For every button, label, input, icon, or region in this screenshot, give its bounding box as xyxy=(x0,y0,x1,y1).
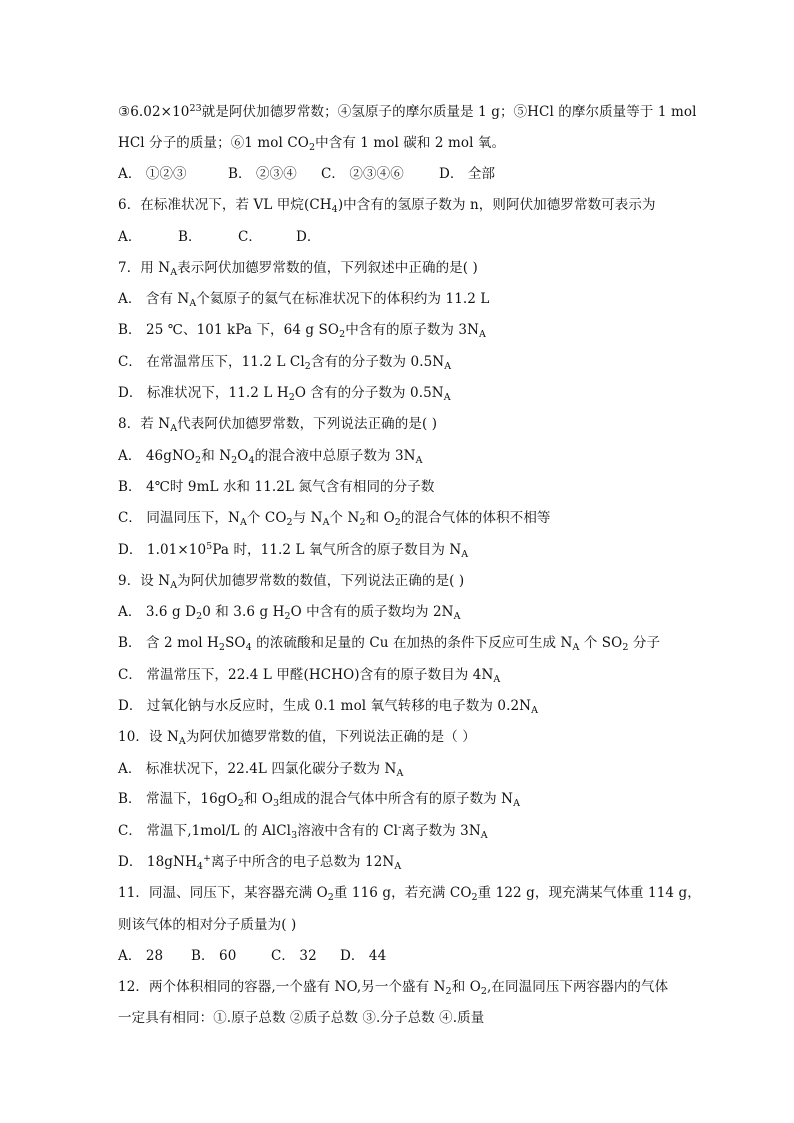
subscript: 2 xyxy=(218,642,226,653)
text-run: 则该气体的相对分子质量为( ) xyxy=(118,917,297,933)
text-run: 表示阿伏加德罗常数的值，下列叙述中正确的是( ) xyxy=(177,260,478,276)
answer-option: B． xyxy=(178,229,202,245)
text-run: 与 N xyxy=(292,510,323,526)
subscript: A xyxy=(394,861,402,872)
text-run: 为阿伏加德罗常数的值，下列说法正确的是（ ） xyxy=(185,729,476,745)
text-line xyxy=(118,447,423,465)
subscript: 2 xyxy=(308,142,316,153)
text-line xyxy=(118,728,476,746)
subscript: 2 xyxy=(471,892,478,903)
subscript: A xyxy=(170,580,178,591)
subscript: 2 xyxy=(288,392,295,403)
subscript: A xyxy=(239,517,247,528)
text-run: 10．设 N xyxy=(118,729,179,745)
text-line xyxy=(118,790,520,808)
text-line xyxy=(118,978,668,996)
text-run: 个 SO xyxy=(579,635,623,651)
answer-option: A． 28 xyxy=(118,948,164,964)
subscript: A xyxy=(170,423,178,434)
answer-option: D． xyxy=(296,229,321,245)
text-line xyxy=(118,853,401,871)
text-run: 分子 xyxy=(628,635,661,651)
answer-option: A． xyxy=(118,229,142,245)
text-run: 和 O xyxy=(451,979,481,995)
superscript: 23 xyxy=(189,103,202,114)
text-run: 个 CO xyxy=(246,510,287,526)
text-run: 的混合气体的体积不相等 xyxy=(400,510,551,526)
text-run: C． 常温下,1mol/L 的 AlCl xyxy=(118,823,292,839)
text-run: D． 过氧化钠与水反应时，生成 0.1 mol 氧气转移的电子数为 0.2N xyxy=(118,698,532,714)
text-run: O 中含有的质子数均为 2N xyxy=(290,604,454,620)
subscript: 4 xyxy=(248,455,255,466)
text-run: SO xyxy=(225,635,246,651)
text-run: C． 同温同压下，N xyxy=(118,510,240,526)
text-run: 溶液中含有的 Cl xyxy=(297,823,399,839)
text-line xyxy=(118,134,505,152)
text-line xyxy=(118,884,701,902)
superscript: + xyxy=(202,853,212,864)
subscript: 2 xyxy=(286,517,293,528)
text-run: A． 含有 N xyxy=(118,291,190,307)
subscript: 4 xyxy=(196,861,203,872)
text-run: D． 18gNH xyxy=(118,854,197,870)
subscript: A xyxy=(461,549,469,560)
text-line xyxy=(118,196,656,214)
text-line xyxy=(118,634,660,652)
text-run: 和 O xyxy=(243,791,274,807)
subscript: 2 xyxy=(237,798,244,809)
text-run: B． 含 2 mol H xyxy=(118,635,219,651)
text-run: 就是阿伏加德罗常数；④氢原子的摩尔质量是 1 g；⑤HCl 的摩尔质量等于 1 mol xyxy=(201,104,697,120)
text-run: O xyxy=(237,448,249,464)
subscript: A xyxy=(513,798,521,809)
answer-option: B． 60 xyxy=(191,948,237,964)
subscript: 2 xyxy=(394,517,401,528)
subscript: A xyxy=(493,674,501,685)
subscript: 4 xyxy=(331,204,338,215)
text-line xyxy=(118,1009,484,1027)
answer-option: A． ①②③ xyxy=(118,166,187,182)
text-run: C． 在常温常压下，11.2 L Cl xyxy=(118,354,305,370)
subscript: A xyxy=(170,267,178,278)
text-run: 12．两个体积相同的容器,一个盛有 NO,另一个盛有 N xyxy=(118,979,446,995)
subscript: 2 xyxy=(445,986,452,997)
text-line xyxy=(118,415,437,433)
subscript: A xyxy=(443,392,451,403)
subscript: 2 xyxy=(195,455,202,466)
subscript: A xyxy=(396,768,404,779)
text-run: 离子数为 3N xyxy=(401,823,481,839)
text-run: 组成的混合气体中所含有的原子数为 N xyxy=(279,791,514,807)
text-run: 个氦原子的氦气在标准状况下的体积约为 11.2 L xyxy=(196,291,490,307)
subscript: 2 xyxy=(359,517,366,528)
text-run: 一定具有相同：①.原子总数 ②质子总数 ③.分子总数 ④.质量 xyxy=(118,1010,485,1026)
subscript: A xyxy=(479,329,486,340)
subscript: 2 xyxy=(480,986,488,997)
subscript: 2 xyxy=(327,892,334,903)
text-run: 中含有 1 mol 碳和 2 mol 氧。 xyxy=(315,135,506,151)
answer-option: C． 32 xyxy=(271,948,317,964)
text-run: ③6.02×10 xyxy=(118,104,190,120)
subscript: A xyxy=(415,455,423,466)
text-run: B． 4℃时 9mL 水和 11.2L 氮气含有相同的分子数 xyxy=(118,479,435,495)
text-run: B． 常温下，16gO xyxy=(118,791,238,807)
answer-option: C． ②③④⑥ xyxy=(321,166,404,182)
answer-option: C． xyxy=(238,229,263,245)
text-run: 的混合液中总原子数为 3N xyxy=(254,448,416,464)
superscript: 5 xyxy=(206,541,213,552)
text-run: 重 116 g，若充满 CO xyxy=(333,885,472,901)
answer-option: B． ②③④ xyxy=(228,166,297,182)
subscript: 2 xyxy=(284,611,291,622)
superscript: - xyxy=(398,822,402,833)
text-line xyxy=(118,384,451,402)
answer-option: D． 全部 xyxy=(439,166,496,182)
text-line xyxy=(118,760,403,778)
subscript: 2 xyxy=(304,361,311,372)
text-run: 0 和 3.6 g H xyxy=(202,604,285,620)
subscript: 2 xyxy=(231,455,238,466)
text-line xyxy=(118,572,464,590)
text-run: 11．同温、同压下，某容器充满 O xyxy=(118,885,328,901)
text-run: 中含有的原子数为 3N xyxy=(345,322,480,338)
subscript: A xyxy=(572,642,580,653)
subscript: A xyxy=(531,705,539,716)
subscript: A xyxy=(453,611,461,622)
subscript: 4 xyxy=(245,642,252,653)
text-run: D． 标准状况下，11.2 L H xyxy=(118,385,289,401)
answer-option: D． 44 xyxy=(340,948,387,964)
text-run: 9．设 N xyxy=(118,573,171,589)
text-run: 含有的分子数为 0.5N xyxy=(310,354,445,370)
text-run: D． 1.01×10 xyxy=(118,542,207,558)
text-run: 8．若 N xyxy=(118,416,171,432)
subscript: 3 xyxy=(291,830,298,841)
text-run: 代表阿伏加德罗常数，下列说法正确的是( ) xyxy=(177,416,438,432)
text-run: 的浓硫酸和足量的 Cu 在加热的条件下反应可生成 N xyxy=(251,635,573,651)
subscript: 2 xyxy=(339,329,346,340)
text-run: 个 N xyxy=(329,510,360,526)
text-run: C． 常温常压下，22.4 L 甲醛(HCHO)含有的原子数目为 4N xyxy=(118,667,494,683)
text-run: A． 46gNO xyxy=(118,448,196,464)
text-line xyxy=(118,290,489,308)
text-run: A． 3.6 g D xyxy=(118,604,197,620)
subscript: 2 xyxy=(622,642,629,653)
subscript: 3 xyxy=(273,798,280,809)
subscript: 2 xyxy=(196,611,203,622)
text-run: B． 25 ℃、101 kPa 下，64 g SO xyxy=(118,322,340,338)
text-run: A． 标准状况下，22.4L 四氯化碳分子数为 N xyxy=(118,761,397,777)
text-line xyxy=(118,666,500,684)
text-line xyxy=(118,259,478,277)
text-run: Pa 时，11.2 L 氧气所含的原子数目为 N xyxy=(212,542,462,558)
text-line xyxy=(118,509,551,527)
subscript: A xyxy=(444,361,452,372)
text-line xyxy=(118,916,296,934)
text-line xyxy=(118,321,486,339)
text-run: 6．在标准状况下，若 VL 甲烷(CH xyxy=(118,197,332,213)
text-line xyxy=(118,541,468,559)
subscript: A xyxy=(178,736,186,747)
text-run: O 含有的分子数为 0.5N xyxy=(294,385,444,401)
text-run: 重 122 g，现充满某气体重 114 g， xyxy=(477,885,701,901)
text-line xyxy=(118,478,434,496)
text-line xyxy=(118,822,488,840)
text-line xyxy=(118,603,461,621)
text-line xyxy=(118,697,538,715)
text-line xyxy=(118,103,697,121)
text-run: 和 O xyxy=(365,510,395,526)
text-run: )中含有的氢原子数为 n，则阿伏加德罗常数可表示为 xyxy=(337,197,656,213)
subscript: A xyxy=(322,517,330,528)
text-run: HCl 分子的质量；⑥1 mol CO xyxy=(118,135,309,151)
subscript: A xyxy=(480,830,488,841)
text-run: 离子中所含的电子总数为 12N xyxy=(211,854,395,870)
text-run: ,在同温同压下两容器内的气体 xyxy=(487,979,669,995)
text-run: 和 N xyxy=(201,448,232,464)
subscript: A xyxy=(189,298,197,309)
text-line xyxy=(118,353,451,371)
text-run: 7．用 N xyxy=(118,260,171,276)
text-run: 为阿伏加德罗常数的数值，下列说法正确的是( ) xyxy=(177,573,465,589)
